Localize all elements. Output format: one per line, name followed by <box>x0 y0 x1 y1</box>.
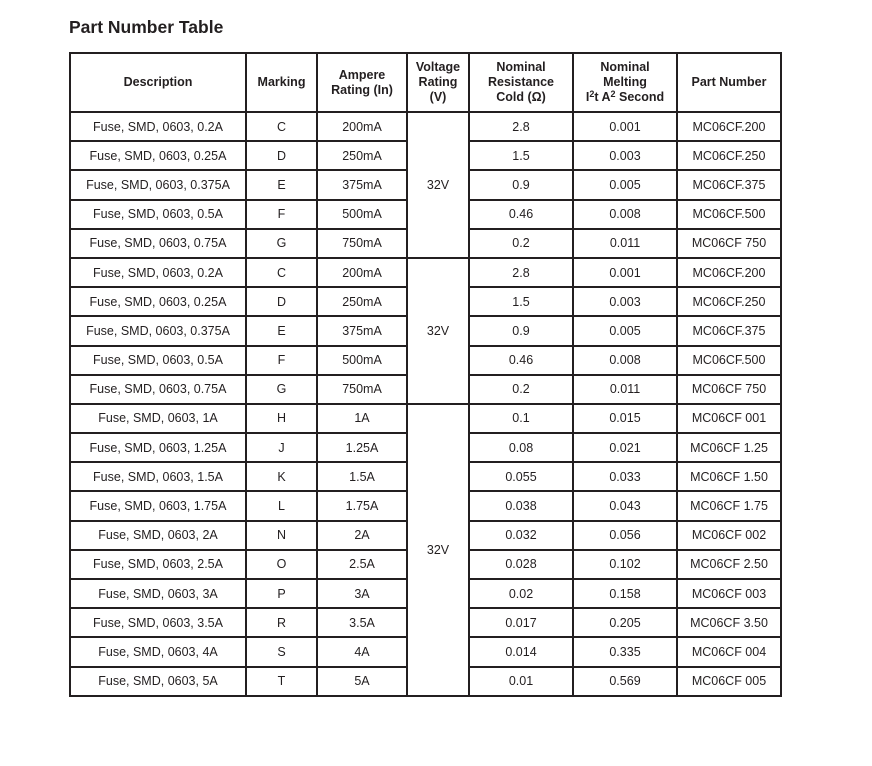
header-marking: Marking <box>246 53 317 112</box>
cell-nominal-melting: 0.005 <box>573 170 677 199</box>
cell-description: Fuse, SMD, 0603, 4A <box>70 637 246 666</box>
cell-marking: H <box>246 404 317 433</box>
cell-nominal-melting: 0.205 <box>573 608 677 637</box>
cell-description: Fuse, SMD, 0603, 2A <box>70 521 246 550</box>
cell-nominal-melting: 0.056 <box>573 521 677 550</box>
cell-part-number: MC06CF.200 <box>677 258 781 287</box>
cell-marking: O <box>246 550 317 579</box>
cell-description: Fuse, SMD, 0603, 1.25A <box>70 433 246 462</box>
cell-nominal-resistance: 0.01 <box>469 667 573 696</box>
cell-part-number: MC06CF 2.50 <box>677 550 781 579</box>
cell-nominal-melting: 0.335 <box>573 637 677 666</box>
cell-ampere-rating: 375mA <box>317 316 407 345</box>
header-text: Second <box>615 90 665 104</box>
cell-marking: R <box>246 608 317 637</box>
cell-part-number: MC06CF 1.75 <box>677 491 781 520</box>
header-line: Nominal <box>496 60 546 74</box>
cell-ampere-rating: 250mA <box>317 287 407 316</box>
cell-ampere-rating: 3.5A <box>317 608 407 637</box>
cell-ampere-rating: 250mA <box>317 141 407 170</box>
cell-nominal-melting: 0.011 <box>573 229 677 258</box>
header-line: Ampere <box>338 67 386 82</box>
cell-marking: J <box>246 433 317 462</box>
cell-marking: G <box>246 375 317 404</box>
header-line: Rating (In) <box>331 82 393 97</box>
cell-nominal-melting: 0.015 <box>573 404 677 433</box>
cell-description: Fuse, SMD, 0603, 5A <box>70 667 246 696</box>
cell-marking: F <box>246 200 317 229</box>
cell-nominal-resistance: 1.5 <box>469 141 573 170</box>
cell-ampere-rating: 750mA <box>317 229 407 258</box>
cell-ampere-rating: 1.75A <box>317 491 407 520</box>
cell-marking: S <box>246 637 317 666</box>
cell-ampere-rating: 500mA <box>317 200 407 229</box>
cell-marking: D <box>246 287 317 316</box>
cell-part-number: MC06CF 003 <box>677 579 781 608</box>
cell-description: Fuse, SMD, 0603, 0.75A <box>70 229 246 258</box>
cell-nominal-resistance: 0.2 <box>469 375 573 404</box>
cell-marking: F <box>246 346 317 375</box>
cell-description: Fuse, SMD, 0603, 0.75A <box>70 375 246 404</box>
table-body <box>70 112 781 696</box>
cell-part-number: MC06CF 002 <box>677 521 781 550</box>
cell-nominal-melting: 0.569 <box>573 667 677 696</box>
cell-description: Fuse, SMD, 0603, 0.375A <box>70 316 246 345</box>
cell-nominal-melting: 0.102 <box>573 550 677 579</box>
superscript: 2 <box>589 89 595 99</box>
cell-nominal-resistance: 0.2 <box>469 229 573 258</box>
cell-nominal-resistance: 0.46 <box>469 200 573 229</box>
header-line: Melting <box>603 75 647 89</box>
cell-nominal-melting: 0.011 <box>573 375 677 404</box>
cell-ampere-rating: 5A <box>317 667 407 696</box>
cell-part-number: MC06CF.500 <box>677 200 781 229</box>
cell-nominal-melting: 0.043 <box>573 491 677 520</box>
cell-description: Fuse, SMD, 0603, 1.5A <box>70 462 246 491</box>
header-text: I <box>585 90 590 104</box>
cell-part-number: MC06CF.250 <box>677 141 781 170</box>
cell-nominal-melting: 0.001 <box>573 258 677 287</box>
cell-nominal-melting: 0.158 <box>573 579 677 608</box>
cell-description: Fuse, SMD, 0603, 0.25A <box>70 287 246 316</box>
cell-nominal-melting: 0.008 <box>573 346 677 375</box>
cell-ampere-rating: 2.5A <box>317 550 407 579</box>
cell-marking: T <box>246 667 317 696</box>
header-text: t A <box>594 90 611 104</box>
cell-description: Fuse, SMD, 0603, 0.25A <box>70 141 246 170</box>
cell-voltage-rating: 32V <box>407 404 469 696</box>
table-header <box>70 53 781 112</box>
cell-part-number: MC06CF.375 <box>677 316 781 345</box>
cell-nominal-melting: 0.003 <box>573 141 677 170</box>
cell-nominal-resistance: 0.9 <box>469 316 573 345</box>
cell-nominal-resistance: 0.1 <box>469 404 573 433</box>
cell-ampere-rating: 1A <box>317 404 407 433</box>
header-row <box>70 53 781 112</box>
cell-marking: E <box>246 316 317 345</box>
cell-nominal-resistance: 0.014 <box>469 637 573 666</box>
cell-description: Fuse, SMD, 0603, 0.375A <box>70 170 246 199</box>
cell-ampere-rating: 200mA <box>317 112 407 141</box>
header-ampere-rating <box>317 53 407 112</box>
cell-voltage-rating: 32V <box>407 112 469 258</box>
table-row <box>70 112 781 141</box>
header-line: (V) <box>429 90 447 104</box>
cell-ampere-rating: 750mA <box>317 375 407 404</box>
cell-part-number: MC06CF 1.25 <box>677 433 781 462</box>
cell-ampere-rating: 2A <box>317 521 407 550</box>
cell-nominal-resistance: 0.038 <box>469 491 573 520</box>
cell-nominal-melting: 0.005 <box>573 316 677 345</box>
header-line: Cold (Ω) <box>496 90 546 104</box>
cell-nominal-resistance: 2.8 <box>469 112 573 141</box>
cell-part-number: MC06CF 750 <box>677 229 781 258</box>
cell-part-number: MC06CF 004 <box>677 637 781 666</box>
header-nominal-resistance <box>469 53 573 112</box>
header-part-number: Part Number <box>677 53 781 112</box>
table-row <box>70 404 781 433</box>
cell-marking: N <box>246 521 317 550</box>
cell-nominal-melting: 0.001 <box>573 112 677 141</box>
cell-marking: K <box>246 462 317 491</box>
cell-nominal-resistance: 0.02 <box>469 579 573 608</box>
header-line <box>586 90 664 104</box>
table-row <box>70 258 781 287</box>
cell-description: Fuse, SMD, 0603, 1.75A <box>70 491 246 520</box>
cell-marking: E <box>246 170 317 199</box>
cell-part-number: MC06CF.250 <box>677 287 781 316</box>
header-line: Resistance <box>487 75 554 89</box>
cell-part-number: MC06CF 001 <box>677 404 781 433</box>
cell-description: Fuse, SMD, 0603, 2.5A <box>70 550 246 579</box>
cell-nominal-resistance: 0.9 <box>469 170 573 199</box>
cell-nominal-resistance: 2.8 <box>469 258 573 287</box>
cell-description: Fuse, SMD, 0603, 0.2A <box>70 112 246 141</box>
cell-description: Fuse, SMD, 0603, 0.2A <box>70 258 246 287</box>
cell-part-number: MC06CF 1.50 <box>677 462 781 491</box>
header-line: Nominal <box>600 60 650 74</box>
cell-part-number: MC06CF.375 <box>677 170 781 199</box>
cell-nominal-resistance: 0.46 <box>469 346 573 375</box>
header-line: Rating <box>418 75 458 89</box>
superscript: 2 <box>610 89 616 99</box>
cell-part-number: MC06CF 005 <box>677 667 781 696</box>
cell-nominal-resistance: 1.5 <box>469 287 573 316</box>
part-number-table <box>69 52 782 697</box>
cell-ampere-rating: 4A <box>317 637 407 666</box>
cell-marking: P <box>246 579 317 608</box>
cell-nominal-resistance: 0.08 <box>469 433 573 462</box>
cell-nominal-melting: 0.008 <box>573 200 677 229</box>
cell-ampere-rating: 1.5A <box>317 462 407 491</box>
cell-part-number: MC06CF.200 <box>677 112 781 141</box>
cell-description: Fuse, SMD, 0603, 3.5A <box>70 608 246 637</box>
cell-marking: D <box>246 141 317 170</box>
cell-nominal-resistance: 0.055 <box>469 462 573 491</box>
cell-ampere-rating: 200mA <box>317 258 407 287</box>
cell-marking: C <box>246 258 317 287</box>
cell-marking: L <box>246 491 317 520</box>
cell-part-number: MC06CF.500 <box>677 346 781 375</box>
cell-nominal-resistance: 0.017 <box>469 608 573 637</box>
cell-part-number: MC06CF 750 <box>677 375 781 404</box>
cell-nominal-melting: 0.003 <box>573 287 677 316</box>
cell-voltage-rating: 32V <box>407 258 469 404</box>
cell-part-number: MC06CF 3.50 <box>677 608 781 637</box>
cell-nominal-melting: 0.021 <box>573 433 677 462</box>
cell-ampere-rating: 3A <box>317 579 407 608</box>
cell-marking: C <box>246 112 317 141</box>
cell-description: Fuse, SMD, 0603, 1A <box>70 404 246 433</box>
header-voltage-rating <box>407 53 469 112</box>
page-title: Part Number Table <box>69 17 224 37</box>
cell-description: Fuse, SMD, 0603, 0.5A <box>70 346 246 375</box>
cell-description: Fuse, SMD, 0603, 0.5A <box>70 200 246 229</box>
header-description: Description <box>70 53 246 112</box>
cell-nominal-resistance: 0.028 <box>469 550 573 579</box>
cell-ampere-rating: 375mA <box>317 170 407 199</box>
cell-ampere-rating: 500mA <box>317 346 407 375</box>
cell-ampere-rating: 1.25A <box>317 433 407 462</box>
cell-nominal-resistance: 0.032 <box>469 521 573 550</box>
cell-marking: G <box>246 229 317 258</box>
cell-nominal-melting: 0.033 <box>573 462 677 491</box>
cell-description: Fuse, SMD, 0603, 3A <box>70 579 246 608</box>
header-line: Voltage <box>415 60 461 74</box>
header-nominal-melting <box>573 53 677 112</box>
